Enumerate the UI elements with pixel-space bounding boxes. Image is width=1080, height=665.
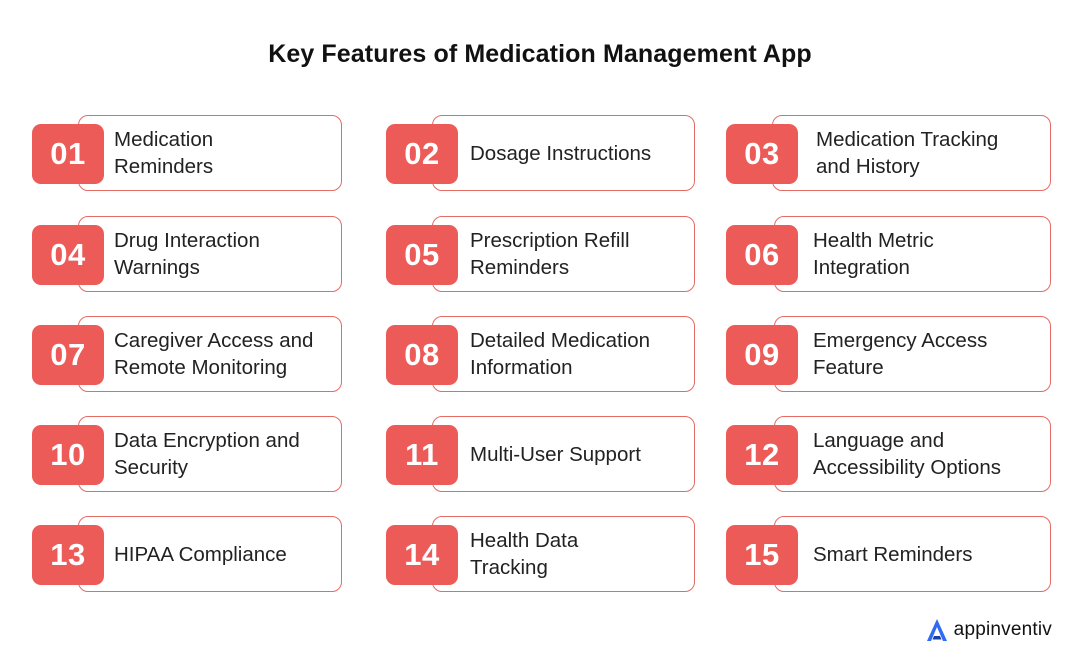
feature-card-14 (386, 516, 706, 594)
feature-number-badge: 09 (726, 325, 798, 385)
feature-number-badge: 04 (32, 225, 104, 285)
feature-card-10 (32, 416, 352, 494)
feature-label: Prescription Refill Reminders (470, 229, 630, 279)
feature-card-03 (726, 115, 1046, 193)
feature-card-01 (32, 115, 352, 193)
feature-number-badge: 12 (726, 425, 798, 485)
feature-label: Caregiver Access and Remote Monitoring (114, 329, 314, 379)
feature-card-02 (386, 115, 706, 193)
feature-card-13 (32, 516, 352, 594)
feature-label: Data Encryption and Security (114, 429, 300, 479)
feature-number-badge: 11 (386, 425, 458, 485)
brand-name: appinventiv (953, 619, 1052, 640)
feature-card-08 (386, 316, 706, 394)
feature-label: HIPAA Compliance (114, 542, 287, 566)
feature-label: Dosage Instructions (470, 141, 652, 165)
feature-number-badge: 10 (32, 425, 104, 485)
feature-card-04 (32, 216, 352, 294)
feature-number-badge: 06 (726, 225, 798, 285)
feature-number-badge: 02 (386, 124, 458, 184)
feature-number-badge: 03 (726, 124, 798, 184)
feature-number-badge: 07 (32, 325, 104, 385)
feature-number-badge: 08 (386, 325, 458, 385)
feature-card-07 (32, 316, 352, 394)
feature-card-11 (386, 416, 706, 494)
feature-label: Multi-User Support (470, 442, 641, 466)
feature-number-badge: 01 (32, 124, 104, 184)
brand-logo (924, 617, 1052, 643)
feature-label: Drug Interaction Warnings (114, 229, 260, 279)
feature-number-badge: 13 (32, 525, 104, 585)
feature-number-badge: 15 (726, 525, 798, 585)
feature-number-badge: 05 (386, 225, 458, 285)
page-title: Key Features of Medication Management App (268, 40, 812, 68)
feature-number-badge: 14 (386, 525, 458, 585)
feature-card-05 (386, 216, 706, 294)
feature-label: Medication Reminders (114, 128, 214, 178)
feature-label: Detailed Medication Information (470, 329, 651, 379)
feature-label: Health Metric Integration (813, 229, 934, 279)
feature-label: Medication Tracking and History (816, 128, 999, 178)
feature-label: Emergency Access Feature (813, 329, 988, 379)
feature-card-12 (726, 416, 1046, 494)
feature-label: Language and Accessibility Options (813, 429, 1001, 479)
feature-label: Health Data Tracking (470, 529, 579, 579)
feature-card-06 (726, 216, 1046, 294)
appinventiv-logo-icon (924, 617, 950, 643)
feature-label: Smart Reminders (813, 542, 973, 566)
feature-card-15 (726, 516, 1046, 594)
feature-card-09 (726, 316, 1046, 394)
